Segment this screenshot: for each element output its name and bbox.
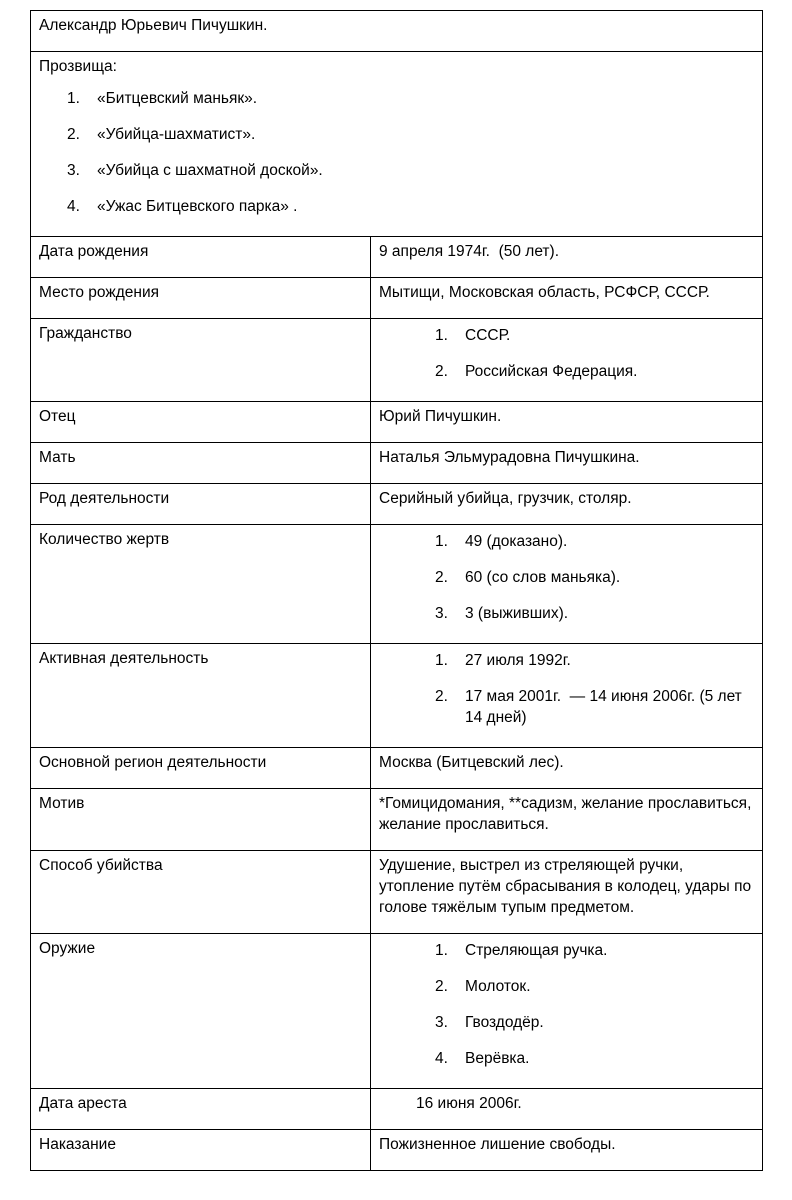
table-row-active-period — [31, 644, 763, 748]
info-table — [30, 10, 763, 1171]
list-item: Молоток. — [465, 978, 531, 995]
table-row-mother — [31, 443, 763, 484]
list-item: «Ужас Битцевского парка» . — [97, 198, 298, 215]
row-label-cell — [31, 319, 371, 402]
list-item: Верёвка. — [465, 1050, 530, 1067]
list-item: 49 (доказано). — [465, 533, 568, 550]
row-label: Способ убийства — [39, 857, 163, 874]
row-value-cell — [371, 644, 763, 748]
row-value-cell — [371, 851, 763, 934]
row-label: Мать — [39, 449, 76, 466]
row-label: Род деятельности — [39, 490, 170, 507]
row-value-cell — [371, 484, 763, 525]
row-value: 16 июня 2006г. — [416, 1095, 522, 1112]
table-row-motive — [31, 789, 763, 851]
row-value-cell — [371, 278, 763, 319]
row-label: Место рождения — [39, 284, 160, 301]
row-label-cell — [31, 851, 371, 934]
row-label-cell — [31, 789, 371, 851]
row-label-cell — [31, 1089, 371, 1130]
title-cell — [31, 11, 763, 52]
list-item: «Битцевский маньяк». — [97, 90, 258, 107]
row-label: Активная деятельность — [39, 650, 209, 667]
row-value: Юрий Пичушкин. — [379, 408, 502, 425]
row-value: Удушение, выстрел из стреляющей ручки, утопление путём сбрасывания в колодец, удары по голове тяжёлым тупым предметом. — [379, 857, 756, 916]
table-row-birth-place — [31, 278, 763, 319]
nicknames-cell — [31, 52, 763, 237]
list-item: 3 (выживших). — [465, 605, 569, 622]
table-row-title — [31, 11, 763, 52]
row-label: Дата ареста — [39, 1095, 127, 1112]
row-value: *Гомицидомания, **садизм, желание прославиться, желание прославиться. — [379, 795, 756, 833]
list-item: 60 (со слов маньяка). — [465, 569, 621, 586]
row-label-cell — [31, 748, 371, 789]
table-row-punishment — [31, 1130, 763, 1171]
row-value: 9 апреля 1974г. (50 лет). — [379, 243, 559, 260]
list-item: 27 июля 1992г. — [465, 652, 571, 669]
row-value-cell — [371, 1130, 763, 1171]
table-row-victims — [31, 525, 763, 644]
row-label: Количество жертв — [39, 531, 170, 548]
table-row-father — [31, 402, 763, 443]
row-label: Оружие — [39, 940, 96, 957]
row-label-cell — [31, 237, 371, 278]
weapons-list — [435, 940, 754, 1069]
row-label-cell — [31, 484, 371, 525]
table-row-birth-date — [31, 237, 763, 278]
citizenship-list — [435, 325, 754, 382]
active-period-list — [435, 650, 754, 728]
table-row-occupation — [31, 484, 763, 525]
table-row-nicknames — [31, 52, 763, 237]
row-value-cell — [371, 237, 763, 278]
row-label-cell — [31, 443, 371, 484]
row-value: Мытищи, Московская область, РСФСР, СССР. — [379, 284, 710, 301]
table-row-method — [31, 851, 763, 934]
row-value-cell — [371, 525, 763, 644]
row-label: Дата рождения — [39, 243, 149, 260]
row-label: Отец — [39, 408, 76, 425]
list-item: Гвоздодёр. — [465, 1014, 544, 1031]
victims-list — [435, 531, 754, 624]
nicknames-list — [67, 88, 754, 217]
row-label-cell — [31, 278, 371, 319]
row-value-cell — [371, 1089, 763, 1130]
person-name: Александр Юрьевич Пичушкин. — [39, 17, 268, 34]
row-label-cell — [31, 402, 371, 443]
row-value: Наталья Эльмурадовна Пичушкина. — [379, 449, 640, 466]
row-label-cell — [31, 934, 371, 1089]
row-value-cell — [371, 443, 763, 484]
row-label: Наказание — [39, 1136, 116, 1153]
row-value-cell — [371, 319, 763, 402]
row-value-cell — [371, 402, 763, 443]
row-value: Серийный убийца, грузчик, столяр. — [379, 490, 632, 507]
nicknames-label: Прозвища: — [39, 58, 117, 75]
list-item: 17 мая 2001г. — 14 июня 2006г. (5 лет 14 дней) — [465, 688, 747, 726]
table-row-weapons — [31, 934, 763, 1089]
row-label: Гражданство — [39, 325, 132, 342]
row-label-cell — [31, 644, 371, 748]
row-value-cell — [371, 934, 763, 1089]
row-label-cell — [31, 1130, 371, 1171]
table-row-region — [31, 748, 763, 789]
list-item: «Убийца с шахматной доской». — [97, 162, 323, 179]
row-value: Москва (Битцевский лес). — [379, 754, 564, 771]
list-item: «Убийца-шахматист». — [97, 126, 256, 143]
list-item: Стреляющая ручка. — [465, 942, 608, 959]
list-item: Российская Федерация. — [465, 363, 638, 380]
table-row-citizenship — [31, 319, 763, 402]
row-value-cell — [371, 748, 763, 789]
table-row-arrest-date — [31, 1089, 763, 1130]
row-label-cell — [31, 525, 371, 644]
list-item: СССР. — [465, 327, 511, 344]
row-label: Мотив — [39, 795, 85, 812]
row-value-cell — [371, 789, 763, 851]
row-label: Основной регион деятельности — [39, 754, 267, 771]
row-value: Пожизненное лишение свободы. — [379, 1136, 616, 1153]
